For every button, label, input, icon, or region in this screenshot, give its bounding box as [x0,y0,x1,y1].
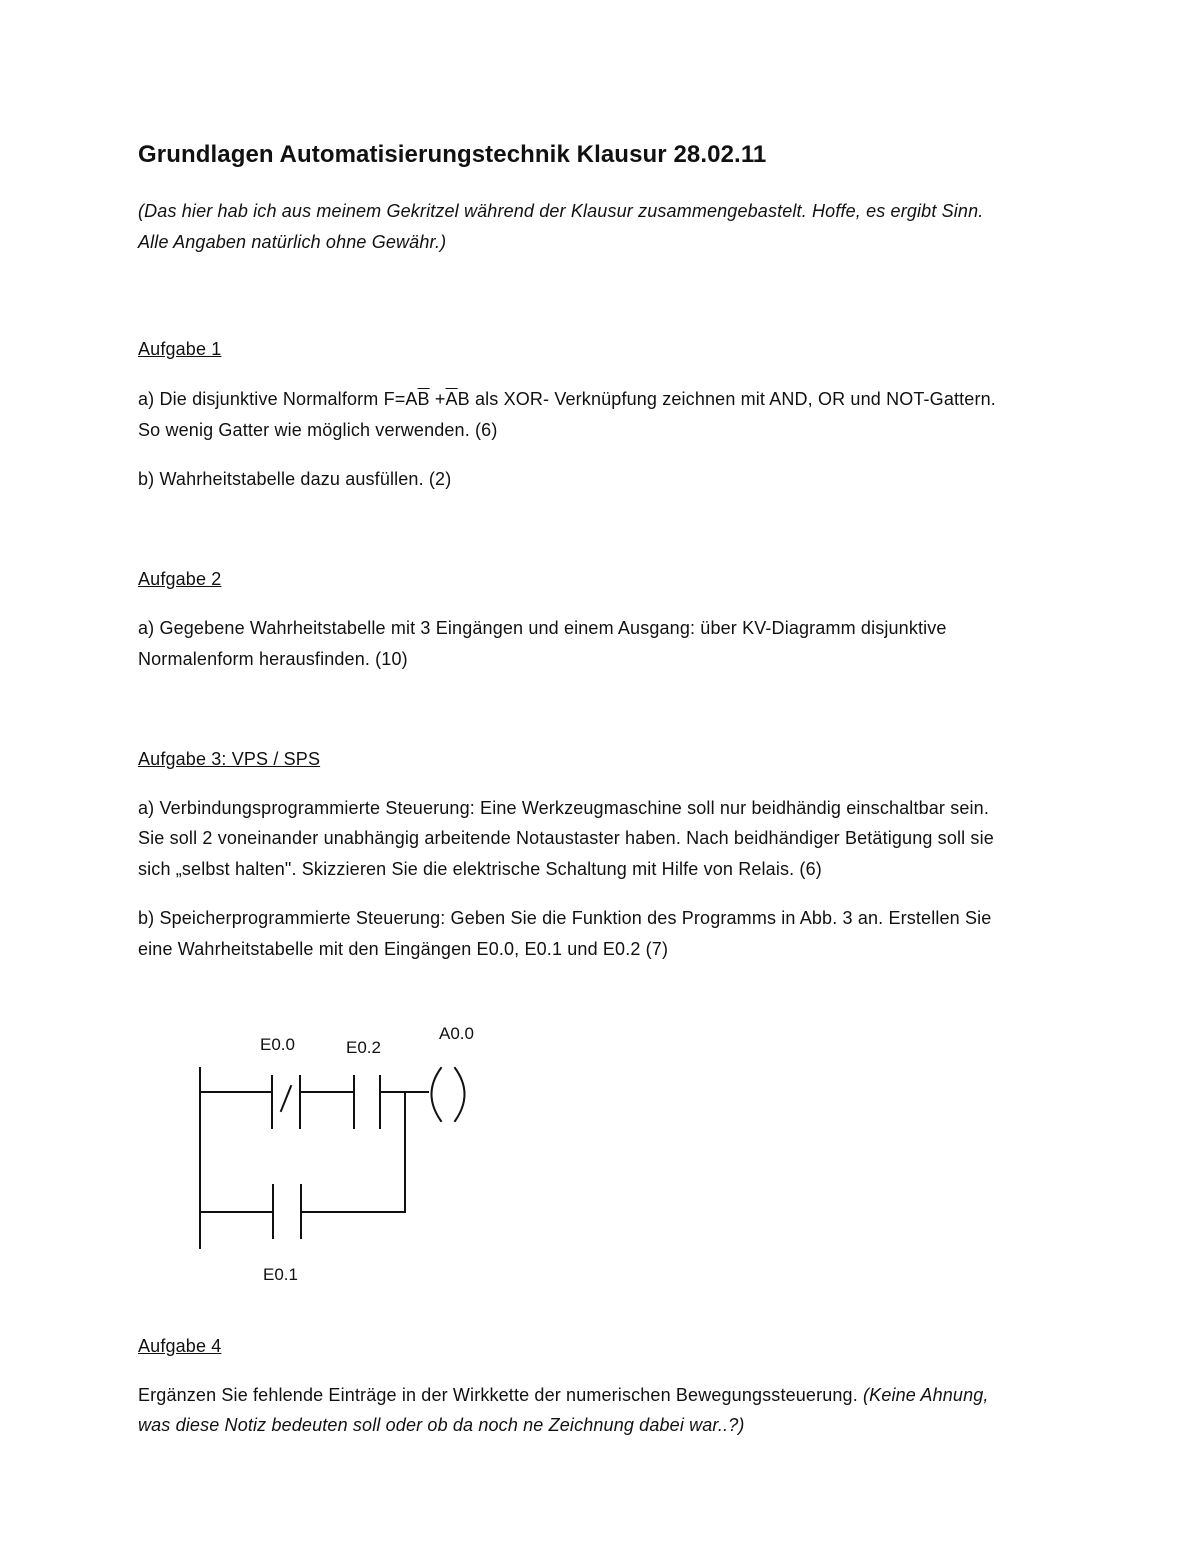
label-a00: A0.0 [439,1024,474,1043]
label-e00: E0.0 [260,1035,295,1054]
term1-a: A [405,389,418,409]
aufgabe-2-a-line-1: a) Gegebene Wahrheitstabelle mit 3 Eingängen und einem Ausgang: über KV-Diagramm disjunktive [138,618,947,638]
label-e02: E0.2 [346,1038,381,1057]
plus-sign: + [429,389,446,409]
aufgabe-1-b: b) Wahrheitstabelle dazu ausfüllen. (2) [138,469,452,489]
aufgabe-2-heading: Aufgabe 2 [138,569,222,589]
coil-a00-left-arc [432,1068,442,1121]
document-title: Grundlagen Automatisierungstechnik Klausur 28.02.11 [138,141,767,168]
term2-b: B [457,389,470,409]
term1-b-negated: $\overline{B}$ [417,389,430,409]
aufgabe-2-a-line-2: Normalenform herausfinden. (10) [138,649,408,669]
aufgabe-3-a-line-2: Sie soll 2 voneinander unabhängig arbeitende Notaustaster haben. Nach beidhändiger Betätigung soll sie [138,828,994,848]
term2-a-negated: $\overline{A}$ [445,389,458,409]
aufgabe-1-heading: Aufgabe 1 [138,339,222,359]
intro-line-1: (Das hier hab ich aus meinem Gekritzel während der Klausur zusammengebastelt. Hoffe, es ergibt Sinn. [138,201,984,221]
aufgabe-4-line-2: was diese Notiz bedeuten soll oder ob da noch ne Zeichnung dabei war..?) [138,1415,745,1435]
aufgabe-4-line-1-note: (Keine Ahnung, [863,1385,989,1405]
aufgabe-4-heading: Aufgabe 4 [138,1336,222,1356]
aufgabe-4-line-1-text: Ergänzen Sie fehlende Einträge in der Wirkkette der numerischen Bewegungssteuerung. [138,1385,864,1405]
coil-a00-right-arc [455,1068,465,1121]
aufgabe-3-a-line-1: a) Verbindungsprogrammierte Steuerung: Eine Werkzeugmaschine soll nur beidhändig einschaltbar sein. [138,798,989,818]
aufgabe-3-a-line-3: sich „selbst halten". Skizzieren Sie die elektrische Schaltung mit Hilfe von Relais. (6) [138,859,822,879]
intro-line-2: Alle Angaben natürlich ohne Gewähr.) [138,232,447,252]
contact-e00-slash [281,1086,291,1111]
aufgabe-4-line-1 [138,1385,989,1406]
aufgabe-3-b-line-2: eine Wahrheitstabelle mit den Eingängen E0.0, E0.1 und E0.2 (7) [138,939,669,959]
aufgabe-1-a-line-2: So wenig Gatter wie möglich verwenden. (6) [138,420,498,440]
aufgabe-3-b-line-1: b) Speicherprogrammierte Steuerung: Geben Sie die Funktion des Programms in Abb. 3 an. Erstellen Sie [138,908,992,928]
aufgabe-3-heading: Aufgabe 3: VPS / SPS [138,749,321,769]
aufgabe-1-a-suffix: als XOR- Verknüpfung zeichnen mit AND, OR und NOT-Gattern. [469,389,996,409]
aufgabe-1-a-prefix: a) Die disjunktive Normalform F= [138,389,406,409]
label-e01: E0.1 [263,1265,298,1284]
